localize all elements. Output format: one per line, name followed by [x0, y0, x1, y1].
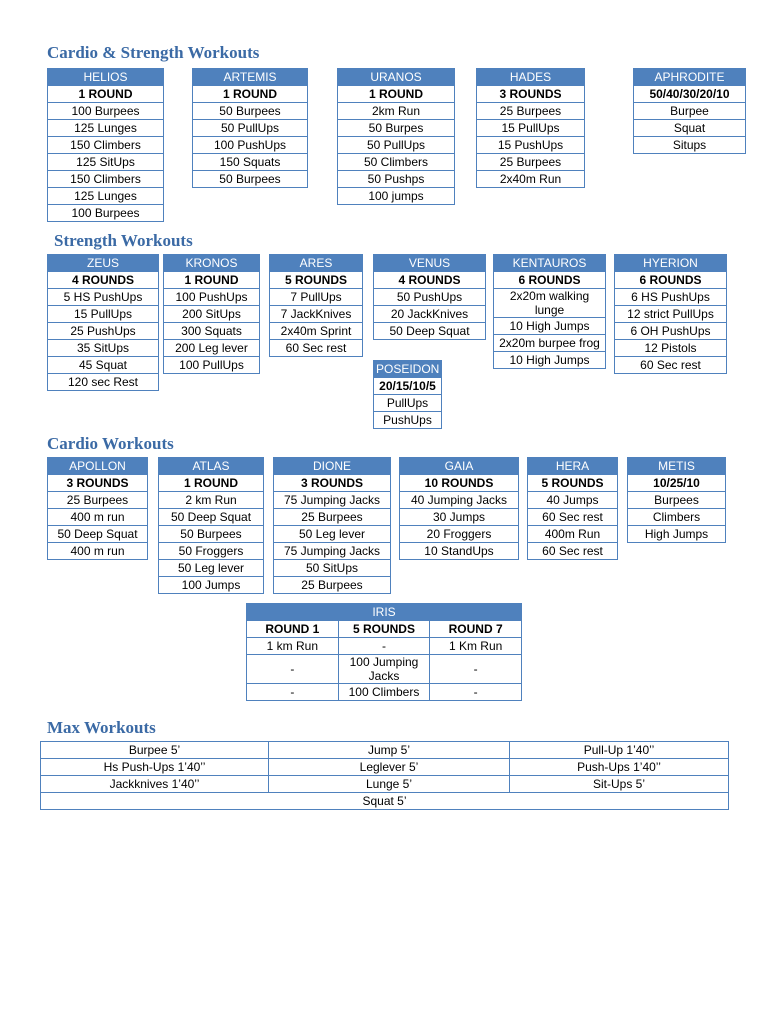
- workout-rounds: 1 ROUND: [159, 475, 264, 492]
- workout-name: KRONOS: [164, 255, 260, 272]
- max-cell: Burpee 5’: [41, 742, 269, 759]
- iris-cell: 1 Km Run: [430, 638, 522, 655]
- exercise-cell: PushUps: [374, 412, 442, 429]
- workout-table-artemis: [192, 68, 308, 188]
- exercise-cell: PullUps: [374, 395, 442, 412]
- iris-cell: -: [247, 684, 339, 701]
- workout-table-kronos: [163, 254, 260, 374]
- workout-name: HELIOS: [48, 69, 164, 86]
- workout-table-apollon: [47, 457, 148, 560]
- exercise-cell: 100 jumps: [338, 188, 455, 205]
- max-cell: Pull-Up 1’40’’: [510, 742, 729, 759]
- iris-col-round7: ROUND 7: [430, 621, 522, 638]
- strength-title: Strength Workouts: [54, 231, 193, 250]
- iris-cell: 100 Jumping Jacks: [338, 655, 430, 684]
- exercise-cell: 10 High Jumps: [494, 352, 606, 369]
- exercise-cell: 10 StandUps: [400, 543, 519, 560]
- workout-rounds: 3 ROUNDS: [48, 475, 148, 492]
- workout-rounds: 5 ROUNDS: [270, 272, 363, 289]
- workout-table-uranos: [337, 68, 455, 205]
- workout-name: GAIA: [400, 458, 519, 475]
- exercise-cell: 60 Sec rest: [615, 357, 727, 374]
- exercise-cell: 50 Burpees: [193, 103, 308, 120]
- exercise-cell: 25 Burpees: [477, 154, 585, 171]
- exercise-cell: 25 Burpees: [274, 509, 391, 526]
- workout-rounds: 3 ROUNDS: [477, 86, 585, 103]
- exercise-cell: 45 Squat: [48, 357, 159, 374]
- exercise-cell: 60 Sec rest: [528, 543, 618, 560]
- workout-table-iris: [246, 603, 522, 701]
- workout-name: HYERION: [615, 255, 727, 272]
- exercise-cell: Burpee: [634, 103, 746, 120]
- workout-table-aphrodite: [633, 68, 746, 154]
- exercise-cell: 15 PushUps: [477, 137, 585, 154]
- workout-name: HADES: [477, 69, 585, 86]
- exercise-cell: 2km Run: [338, 103, 455, 120]
- exercise-cell: 50 Burpees: [159, 526, 264, 543]
- exercise-cell: 125 Lunges: [48, 188, 164, 205]
- workout-name: ARES: [270, 255, 363, 272]
- workout-table-zeus: [47, 254, 159, 391]
- exercise-cell: 50 Burpes: [338, 120, 455, 137]
- exercise-cell: 150 Climbers: [48, 171, 164, 188]
- workout-name: ZEUS: [48, 255, 159, 272]
- iris-cell: -: [430, 684, 522, 701]
- exercise-cell: 50 Deep Squat: [48, 526, 148, 543]
- workout-name: ARTEMIS: [193, 69, 308, 86]
- exercise-cell: 2x40m Sprint: [270, 323, 363, 340]
- workout-table-venus: [373, 254, 486, 340]
- max-cell: Jackknives 1’40’’: [41, 776, 269, 793]
- exercise-cell: 60 Sec rest: [528, 509, 618, 526]
- exercise-cell: Burpees: [628, 492, 726, 509]
- exercise-cell: 300 Squats: [164, 323, 260, 340]
- exercise-cell: 5 HS PushUps: [48, 289, 159, 306]
- exercise-cell: 75 Jumping Jacks: [274, 543, 391, 560]
- exercise-cell: 100 Jumps: [159, 577, 264, 594]
- workout-name: KENTAUROS: [494, 255, 606, 272]
- workout-name: URANOS: [338, 69, 455, 86]
- iris-col-round1: ROUND 1: [247, 621, 339, 638]
- workout-rounds: 10/25/10: [628, 475, 726, 492]
- exercise-cell: 25 PushUps: [48, 323, 159, 340]
- iris-cell: -: [247, 655, 339, 684]
- exercise-cell: 12 Pistols: [615, 340, 727, 357]
- workout-name: VENUS: [374, 255, 486, 272]
- workout-rounds: 50/40/30/20/10: [634, 86, 746, 103]
- exercise-cell: 15 PullUps: [477, 120, 585, 137]
- exercise-cell: 25 Burpees: [48, 492, 148, 509]
- cardio-title: Cardio Workouts: [47, 434, 174, 453]
- workout-table-hyerion: [614, 254, 727, 374]
- workout-table-kentauros: [493, 254, 606, 369]
- exercise-cell: 150 Climbers: [48, 137, 164, 154]
- max-cell: Push-Ups 1’40’’: [510, 759, 729, 776]
- exercise-cell: 50 SitUps: [274, 560, 391, 577]
- cardio-strength-title: Cardio & Strength Workouts: [47, 43, 260, 62]
- exercise-cell: High Jumps: [628, 526, 726, 543]
- exercise-cell: 35 SitUps: [48, 340, 159, 357]
- workout-table-gaia: [399, 457, 519, 560]
- exercise-cell: 400 m run: [48, 543, 148, 560]
- exercise-cell: 6 OH PushUps: [615, 323, 727, 340]
- exercise-cell: 100 PushUps: [193, 137, 308, 154]
- workout-rounds: 1 ROUND: [338, 86, 455, 103]
- workout-name: APOLLON: [48, 458, 148, 475]
- exercise-cell: 2x20m walking lunge: [494, 289, 606, 318]
- exercise-cell: 2x20m burpee frog: [494, 335, 606, 352]
- exercise-cell: 400m Run: [528, 526, 618, 543]
- workout-table-poseidon: [373, 360, 442, 429]
- exercise-cell: 100 Burpees: [48, 103, 164, 120]
- exercise-cell: 6 HS PushUps: [615, 289, 727, 306]
- exercise-cell: 20 Froggers: [400, 526, 519, 543]
- exercise-cell: 50 Pushps: [338, 171, 455, 188]
- exercise-cell: 30 Jumps: [400, 509, 519, 526]
- workout-rounds: 10 ROUNDS: [400, 475, 519, 492]
- workout-rounds: 6 ROUNDS: [494, 272, 606, 289]
- workout-rounds: 4 ROUNDS: [48, 272, 159, 289]
- exercise-cell: 50 Deep Squat: [374, 323, 486, 340]
- iris-col-rounds: 5 ROUNDS: [338, 621, 430, 638]
- exercise-cell: 50 Leg lever: [274, 526, 391, 543]
- exercise-cell: 50 PushUps: [374, 289, 486, 306]
- exercise-cell: 7 PullUps: [270, 289, 363, 306]
- exercise-cell: 50 Climbers: [338, 154, 455, 171]
- workout-table-ares: [269, 254, 363, 357]
- exercise-cell: 10 High Jumps: [494, 318, 606, 335]
- exercise-cell: 50 Leg lever: [159, 560, 264, 577]
- workout-name: DIONE: [274, 458, 391, 475]
- exercise-cell: 40 Jumping Jacks: [400, 492, 519, 509]
- max-cell: Hs Push-Ups 1’40’’: [41, 759, 269, 776]
- workout-name: ATLAS: [159, 458, 264, 475]
- exercise-cell: 200 SitUps: [164, 306, 260, 323]
- exercise-cell: 120 sec Rest: [48, 374, 159, 391]
- max-cell: Leglever 5’: [269, 759, 510, 776]
- workout-rounds: 1 ROUND: [48, 86, 164, 103]
- workout-table-dione: [273, 457, 391, 594]
- workout-table-hera: [527, 457, 618, 560]
- iris-cell: -: [430, 655, 522, 684]
- exercise-cell: 60 Sec rest: [270, 340, 363, 357]
- iris-cell: 100 Climbers: [338, 684, 430, 701]
- workout-name: POSEIDON: [374, 361, 442, 378]
- workout-table-atlas: [158, 457, 264, 594]
- iris-cell: -: [338, 638, 430, 655]
- exercise-cell: 7 JackKnives: [270, 306, 363, 323]
- workout-rounds: 5 ROUNDS: [528, 475, 618, 492]
- workout-rounds: 20/15/10/5: [374, 378, 442, 395]
- workout-rounds: 3 ROUNDS: [274, 475, 391, 492]
- workout-rounds: 1 ROUND: [164, 272, 260, 289]
- workout-name: APHRODITE: [634, 69, 746, 86]
- exercise-cell: 50 Burpees: [193, 171, 308, 188]
- exercise-cell: 200 Leg lever: [164, 340, 260, 357]
- exercise-cell: 2 km Run: [159, 492, 264, 509]
- exercise-cell: 12 strict PullUps: [615, 306, 727, 323]
- exercise-cell: 25 Burpees: [477, 103, 585, 120]
- exercise-cell: 50 Froggers: [159, 543, 264, 560]
- exercise-cell: 15 PullUps: [48, 306, 159, 323]
- exercise-cell: 100 PushUps: [164, 289, 260, 306]
- exercise-cell: 125 SitUps: [48, 154, 164, 171]
- exercise-cell: 50 PullUps: [338, 137, 455, 154]
- exercise-cell: 40 Jumps: [528, 492, 618, 509]
- exercise-cell: 50 Deep Squat: [159, 509, 264, 526]
- max-cell: Sit-Ups 5’: [510, 776, 729, 793]
- exercise-cell: 100 Burpees: [48, 205, 164, 222]
- exercise-cell: Situps: [634, 137, 746, 154]
- exercise-cell: 20 JackKnives: [374, 306, 486, 323]
- max-title: Max Workouts: [47, 718, 156, 737]
- workout-table-hades: [476, 68, 585, 188]
- workout-rounds: 4 ROUNDS: [374, 272, 486, 289]
- max-workouts-table: [40, 741, 729, 810]
- exercise-cell: Squat: [634, 120, 746, 137]
- max-cell: Squat 5’: [41, 793, 729, 810]
- workout-table-metis: [627, 457, 726, 543]
- workout-name: IRIS: [247, 604, 522, 621]
- exercise-cell: 75 Jumping Jacks: [274, 492, 391, 509]
- exercise-cell: 125 Lunges: [48, 120, 164, 137]
- workout-name: HERA: [528, 458, 618, 475]
- exercise-cell: 400 m run: [48, 509, 148, 526]
- workout-name: METIS: [628, 458, 726, 475]
- exercise-cell: 25 Burpees: [274, 577, 391, 594]
- exercise-cell: 50 PullUps: [193, 120, 308, 137]
- workout-rounds: 6 ROUNDS: [615, 272, 727, 289]
- max-cell: Lunge 5’: [269, 776, 510, 793]
- max-cell: Jump 5’: [269, 742, 510, 759]
- exercise-cell: 150 Squats: [193, 154, 308, 171]
- workout-table-helios: [47, 68, 164, 222]
- exercise-cell: 2x40m Run: [477, 171, 585, 188]
- workout-rounds: 1 ROUND: [193, 86, 308, 103]
- iris-cell: 1 km Run: [247, 638, 339, 655]
- exercise-cell: Climbers: [628, 509, 726, 526]
- exercise-cell: 100 PullUps: [164, 357, 260, 374]
